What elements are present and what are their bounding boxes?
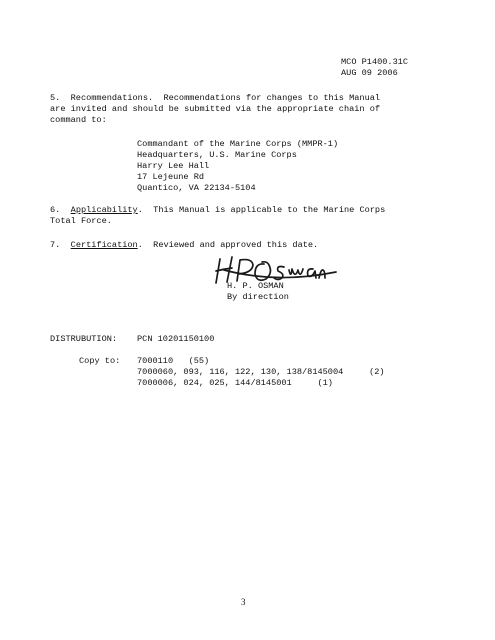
para6-number: 6. (50, 205, 61, 215)
distribution-pcn: PCN 10201150100 (137, 334, 215, 344)
para5-line-3: command to: (50, 115, 107, 125)
para6-line-2: Total Force. (50, 216, 112, 226)
signer-title: By direction (227, 292, 289, 302)
signer-name: H. P. OSMAN (227, 281, 284, 291)
copy-line-3: 7000006, 024, 025, 144/8145001 (1) (137, 378, 333, 388)
para5-line-2: are invited and should be submitted via the appropriate chain of (50, 104, 381, 114)
para7-line (50, 240, 318, 251)
document-date: AUG 09 2006 (341, 68, 398, 78)
para5-line-1: 5. Recommendations. Recommendations for changes to this Manual (50, 93, 381, 103)
address-line-5: Quantico, VA 22134-5104 (137, 183, 256, 193)
para6-heading: Applicability (70, 205, 138, 215)
address-line-2: Headquarters, U.S. Marine Corps (137, 150, 297, 160)
address-line-1: Commandant of the Marine Corps (MMPR-1) (137, 139, 339, 149)
distribution-label: DISTRUBUTION: (50, 334, 118, 344)
order-number: MCO P1400.31C (341, 57, 409, 67)
para6-line-1 (50, 205, 385, 216)
address-line-4: 17 Lejeune Rd (137, 172, 205, 182)
page-number: 3 (241, 597, 246, 607)
copy-to-label: Copy to: (79, 356, 121, 366)
para7-number: 7. (50, 240, 61, 250)
copy-line-1: 7000110 (55) (137, 356, 210, 366)
para7-text: . Reviewed and approved this date. (137, 240, 319, 250)
copy-line-2: 7000060, 093, 116, 122, 130, 138/8145004 (2) (137, 367, 385, 377)
para6-text-1: . This Manual is applicable to the Marine Corps (137, 205, 386, 215)
para7-heading: Certification (70, 240, 138, 250)
address-line-3: Harry Lee Hall (137, 161, 210, 171)
